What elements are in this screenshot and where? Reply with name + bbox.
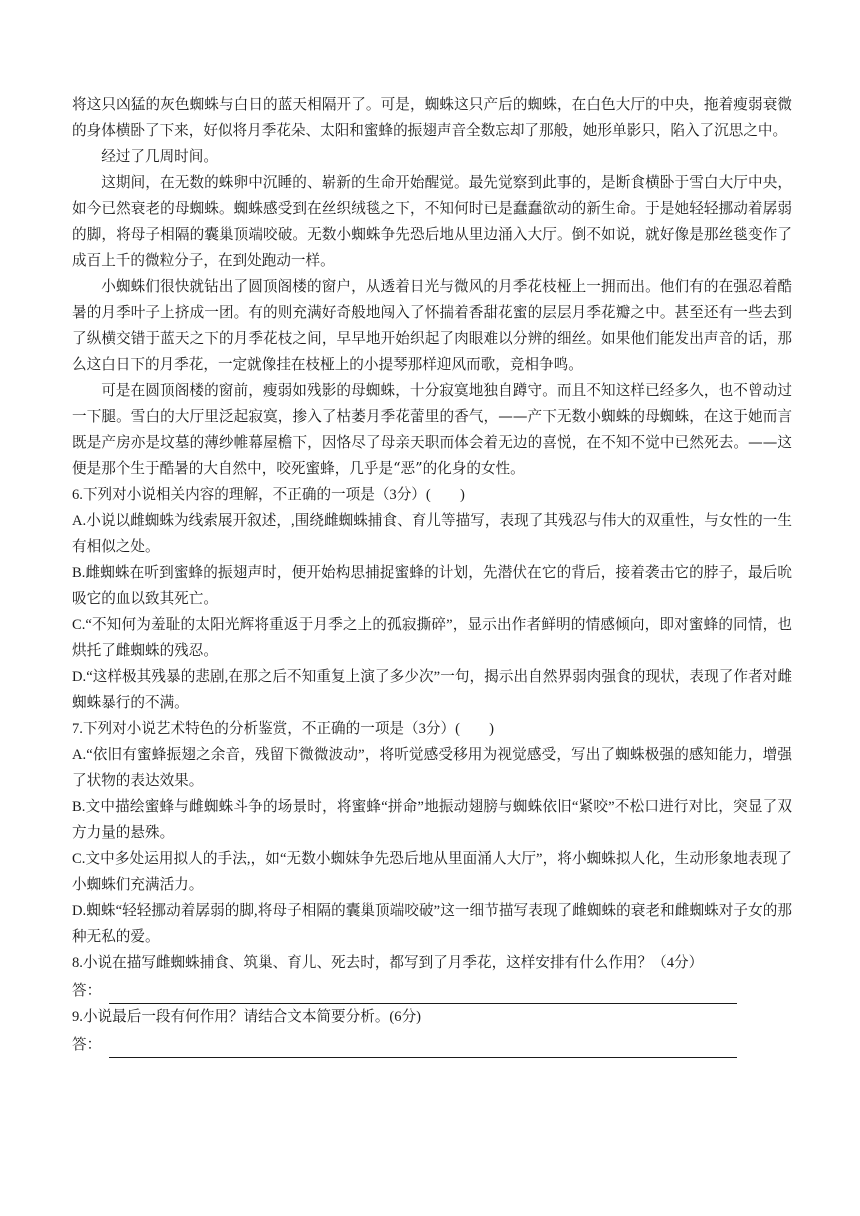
passage-paragraph-5: 可是在圆顶阁楼的窗前，瘦弱如残影的母蜘蛛，十分寂寞地独自蹲守。而且不知这样已经多久，也不曾动过一下腿。雪白的大厅里泛起寂寞，掺入了枯萎月季花蕾里的香气，——产下无数小蜘蛛的母蜘蛛，在这于她而言既是产房亦是坟墓的薄纱帷幕屋檐下，因恪尽了母亲天职而体会着无边的喜悦，在不知不觉中已然死去。——这便是那个生于酷暑的大自然中，咬死蜜蜂，几乎是“恶”的化身的女性。 <box>72 382 792 477</box>
exam-page <box>72 92 792 1058</box>
question-9-answer-label: 答： <box>72 1036 102 1053</box>
question-6-option-d: D.“这样极其残暴的悲剧,在那之后不知重复上演了多少次”一句，揭示出自然界弱肉强食的现状，表现了作者对雌蜘蛛暴行的不满。 <box>72 669 792 711</box>
question-7-option-a: A.“依旧有蜜蜂振翅之余音，残留下微微波动”，将听觉感受移用为视觉感受，写出了蜘蛛极强的感知能力，增强了状物的表达效果。 <box>72 747 792 789</box>
question-7-option-d: D.蜘蛛“轻轻挪动着孱弱的脚,将母子相隔的囊巢顶端咬破”这一细节描写表现了雌蜘蛛的衰老和雌蜘蛛对子女的那种无私的爱。 <box>72 903 792 945</box>
question-9-stem: 9.小说最后一段有何作用？请结合文本简要分析。(6分) <box>72 1009 422 1025</box>
question-6-option-b: B.雌蜘蛛在听到蜜蜂的振翅声时，便开始构思捕捉蜜蜂的计划，先潜伏在它的背后，接着袭击它的脖子，最后吮吸它的血以致其死亡。 <box>72 565 792 607</box>
question-9-answer-row <box>72 1030 792 1058</box>
question-7 <box>72 716 792 950</box>
question-6 <box>72 482 792 716</box>
question-8-answer-line[interactable] <box>109 985 737 1004</box>
question-9 <box>72 1004 792 1058</box>
passage-paragraph-2: 经过了几周时间。 <box>101 148 218 165</box>
question-7-option-c: C.文中多处运用拟人的手法,，如“无数小蜘妹争先恐后地从里面涌人大厅”，将小蜘蛛拟人化，生动形象地表现了小蜘蛛们充满活力。 <box>72 851 792 893</box>
question-9-answer-line[interactable] <box>109 1039 737 1058</box>
question-8-stem: 8.小说在描写雌蜘蛛捕食、筑巢、育儿、死去时，都写到了月季花，这样安排有什么作用？（4分） <box>72 955 704 971</box>
passage-paragraph-4: 小蜘蛛们很快就钻出了圆顶阁楼的窗户，从透着日光与微风的月季花枝桠上一拥而出。他们有的在强忍着酷暑的月季叶子上挤成一团。有的则充满好奇般地闯入了怀揣着香甜花蜜的层层月季花瓣之中。甚至还有一些去到了纵横交错于蓝天之下的月季花枝之间，早早地开始织起了肉眼难以分辨的细丝。如果他们能发出声音的话，那么这白日下的月季花，一定就像挂在枝桠上的小提琴那样迎风而歌，竞相争鸣。 <box>72 278 792 373</box>
question-8 <box>72 950 792 1004</box>
passage-paragraph-1: 将这只凶猛的灰色蜘蛛与白日的蓝天相隔开了。可是，蜘蛛这只产后的蜘蛛，在白色大厅的中央，拖着瘦弱衰微的身体横卧了下来，好似将月季花朵、太阳和蜜蜂的振翅声音全数忘却了那般，她形单影只，陷入了沉思之中。 <box>72 96 792 139</box>
question-7-stem: 7.下列对小说艺术特色的分析鉴赏，不正确的一项是（3分）( ) <box>72 721 494 737</box>
passage-paragraph-3: 这期间，在无数的蛛卵中沉睡的、崭新的生命开始醒觉。最先觉察到此事的，是断食横卧于雪白大厅中央，如今已然衰老的母蜘蛛。蜘蛛感受到在丝织绒毯之下，不知何时已是蠢蠢欲动的新生命。于是她轻轻挪动着孱弱的脚，将母子相隔的囊巢顶端咬破。无数小蜘蛛争先恐后地从里边涌入大厅。倒不如说，就好像是那丝毯变作了成百上千的微粒分子，在到处跑动一样。 <box>72 174 792 269</box>
question-7-option-b: B.文中描绘蜜蜂与雌蜘蛛斗争的场景时，将蜜蜂“拼命”地振动翅膀与蜘蛛依旧“紧咬”不松口进行对比，突显了双方力量的悬殊。 <box>72 799 792 841</box>
question-8-answer-label: 答： <box>72 982 102 999</box>
question-8-answer-row <box>72 976 792 1004</box>
question-6-option-c: C.“不知何为羞耻的太阳光辉将重返于月季之上的孤寂撕碎”，显示出作者鲜明的情感倾向，即对蜜蜂的同情，也烘托了雌蜘蛛的残忍。 <box>72 617 792 659</box>
question-6-stem: 6.下列对小说相关内容的理解，不正确的一项是（3分）( ) <box>72 487 465 503</box>
question-6-option-a: A.小说以雌蜘蛛为线索展开叙述，,围绕雌蜘蛛捕食、育儿等描写，表现了其残忍与伟大的双重性，与女性的一生有相似之处。 <box>72 513 792 555</box>
